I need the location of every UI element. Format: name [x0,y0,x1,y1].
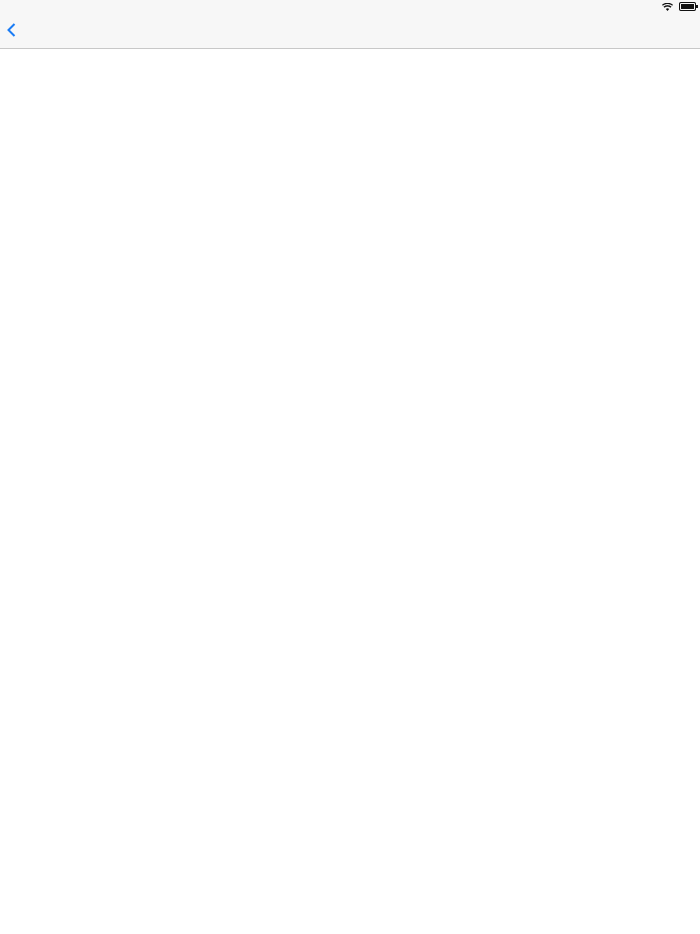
wifi-icon [662,3,673,11]
status-time [4,2,12,12]
status-indicators [662,2,696,11]
navigation-bar [0,14,700,49]
back-button[interactable] [7,23,19,37]
chevron-left-icon [7,23,16,37]
status-bar [0,0,700,14]
battery-icon [679,2,696,11]
